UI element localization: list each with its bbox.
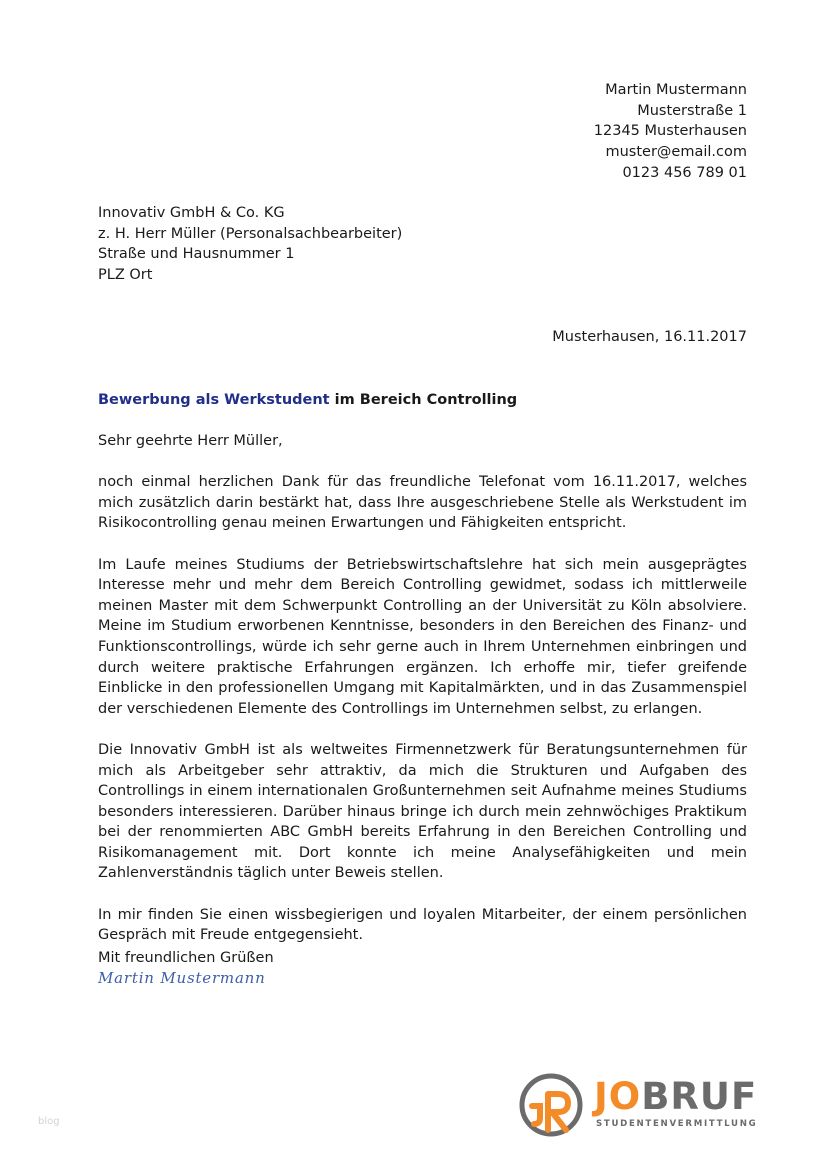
sender-address xyxy=(594,80,747,184)
sender-name: Martin Mustermann xyxy=(605,82,747,98)
jobruf-logo xyxy=(518,1072,758,1138)
jr-circle-logo-icon xyxy=(518,1072,588,1138)
recipient-company: Innovativ GmbH & Co. KG xyxy=(98,205,285,221)
sender-city: 12345 Musterhausen xyxy=(593,123,747,140)
paragraph-3: Die Innovativ GmbH ist als weltweites Firmennetzwerk für Beratungsunternehmen für mich als Arbeitgeber sehr attraktiv, da mich die Strukturen und Aufgaben des Controllings in einem internationalen Großunternehmen seit Aufnahme meines Studiums besonders interessieren. Darüber hinaus bringe ich durch mein zehnwöchiges Praktikum bei der renommierten ABC GmbH bereits Erfahrung in den Bereichen Controlling und Risikomanagement mit. Dort konnte ich meine Analysefähigkeiten und mein Zahlenverständnis täglich unter Beweis stellen. xyxy=(98,741,747,882)
signature: Martin Mustermann xyxy=(98,969,266,987)
watermark: blog xyxy=(38,1116,60,1127)
letter-body xyxy=(98,431,747,966)
recipient-city: PLZ Ort xyxy=(98,267,153,284)
sender-email: muster@email.com xyxy=(605,144,747,161)
logo-wordmark xyxy=(594,1075,757,1119)
salutation: Sehr geehrte Herr Müller, xyxy=(98,433,283,449)
logo-word-jo: JO xyxy=(594,1075,642,1118)
subject-rest: im Bereich Controlling xyxy=(329,392,518,408)
closing: Mit freundlichen Grüßen xyxy=(98,950,274,966)
paragraph-4: In mir finden Sie einen wissbegierigen und loyalen Mitarbeiter, der einem persönlichen Gespräch mit Freude entgegensieht. xyxy=(98,906,747,944)
subject-line xyxy=(98,390,517,410)
paragraph-1: noch einmal herzlichen Dank für das freundliche Telefonat vom 16.11.2017, welches mich zusätzlich darin bestärkt hat, dass Ihre ausgeschriebene Stelle als Werkstudent im Risikocontrolling genau meinen Erwartungen und Fähigkeiten entspricht. xyxy=(98,474,747,532)
logo-tagline: STUDENTENVERMITTLUNG xyxy=(596,1119,758,1129)
recipient-contact: z. H. Herr Müller (Personalsachbearbeiter) xyxy=(98,225,403,242)
date-line: Musterhausen, 16.11.2017 xyxy=(552,329,747,345)
recipient-street: Straße und Hausnummer 1 xyxy=(98,246,295,263)
logo-word-bruf: BRUF xyxy=(641,1075,758,1118)
sender-street: Musterstraße 1 xyxy=(637,102,747,119)
recipient-address xyxy=(98,203,402,286)
paragraph-2: Im Laufe meines Studiums der Betriebswirtschaftslehre hat sich mein ausgeprägtes Interesse mehr und mehr dem Bereich Controlling gewidmet, sodass ich mittlerweile meinen Master mit dem Schwerpunkt Controlling an der Universität zu Köln absolviere. Meine im Studium erworbenen Kenntnisse, besonders in den Bereichen des Finanz- und Funktionscontrollings, würde ich sehr gerne auch in Ihrem Unternehmen einbringen und durch weitere praktische Erfahrungen ergänzen. Ich erhoffe mir, tiefer greifende Einblicke in den professionellen Umgang mit Kapitalmärkten, und in das Zusammenspiel der verschiedenen Elemente des Controllings im Unternehmen selbst, zu erlangen. xyxy=(98,556,747,717)
subject-highlight: Bewerbung als Werkstudent xyxy=(98,392,330,408)
sender-phone: 0123 456 789 01 xyxy=(622,164,747,181)
